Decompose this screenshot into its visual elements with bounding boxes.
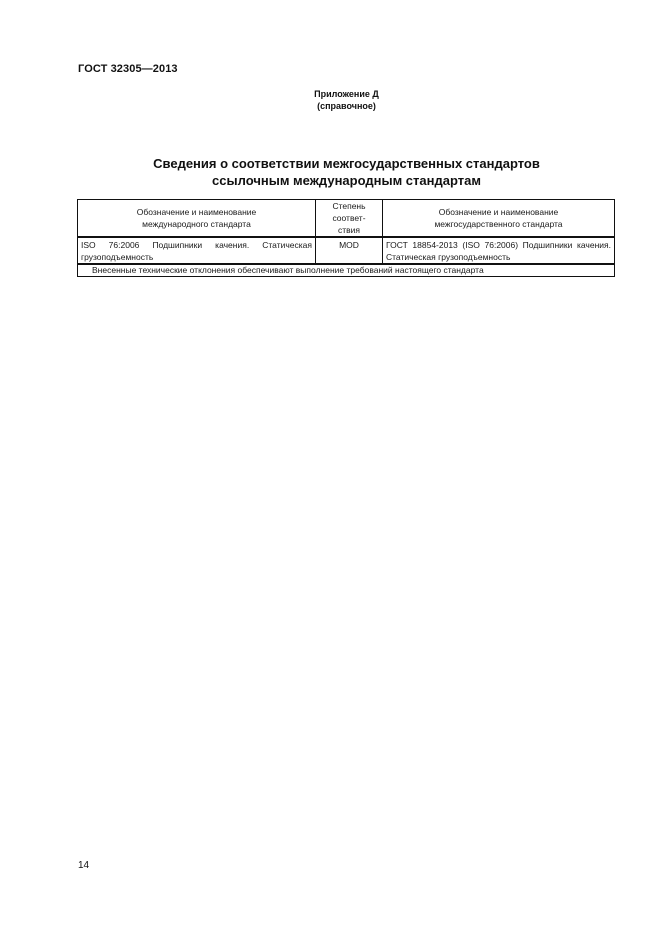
cell-degree: MOD bbox=[316, 237, 383, 264]
table-footnote-row bbox=[78, 264, 615, 277]
page-number: 14 bbox=[78, 860, 90, 871]
cell-international-standard: ISO 76:2006 Подшипники качения. Статическая грузоподъемность bbox=[78, 237, 316, 264]
appendix-subtitle: (справочное) bbox=[317, 101, 376, 111]
section-title-line-2: ссылочным международным стандартам bbox=[212, 173, 481, 188]
column-header-international: Обозначение и наименование международного стандарта bbox=[78, 200, 316, 238]
standards-correspondence-table bbox=[77, 199, 615, 277]
column-header-degree: Степень соответ- ствия bbox=[316, 200, 383, 238]
appendix-title: Приложение Д bbox=[314, 89, 379, 99]
cell-interstate-standard: ГОСТ 18854-2013 (ISO 76:2006) Подшипники качения. Статическая грузоподъемность bbox=[383, 237, 615, 264]
table-footnote: Внесенные технические отклонения обеспечивают выполнение требований настоящего стандарта bbox=[78, 264, 615, 277]
column-header-interstate: Обозначение и наименование межгосударственного стандарта bbox=[383, 200, 615, 238]
table-header-row bbox=[78, 200, 615, 238]
table-row bbox=[78, 237, 615, 264]
appendix-heading bbox=[0, 88, 661, 112]
section-title bbox=[0, 155, 661, 189]
section-title-line-1: Сведения о соответствии межгосударственных стандартов bbox=[153, 156, 540, 171]
document-code: ГОСТ 32305—2013 bbox=[78, 63, 178, 75]
